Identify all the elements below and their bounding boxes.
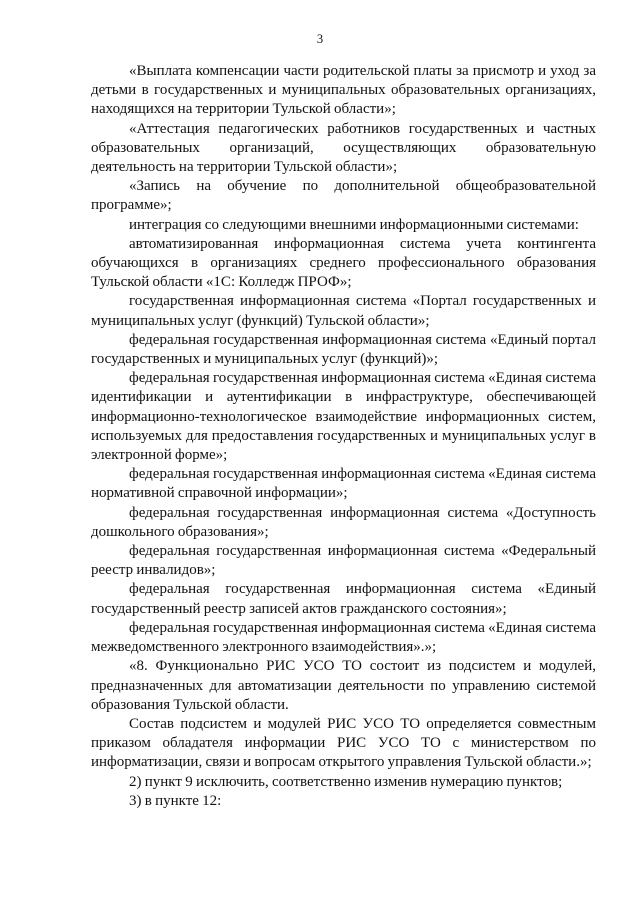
document-body [91, 62, 596, 811]
paragraph-system-regional-portal: государственная информационная система «Портал государственных и муниципальных услуг (функций) Тульской области»; [91, 293, 596, 329]
page-number: 3 [316, 32, 324, 46]
paragraph-system-identification: федеральная государственная информационная система «Единая система идентификации и аутентификации в инфраструктуре, обеспечивающей информационно-технологическое взаимодействие информационных систем, используемых для предоставления государственных и муниципальных услуг в электронной форме»; [91, 370, 596, 464]
paragraph-item-3: 3) в пункте 12: [129, 792, 222, 809]
paragraph-service-attestation: «Аттестация педагогических работников государственных и частных образовательных организаций, осуществляющих образовательную деятельность на территории Тульской области»; [91, 120, 596, 176]
paragraph-system-disabled-registry: федеральная государственная информационная система «Федеральный реестр инвалидов»; [91, 543, 596, 579]
paragraph-system-college-prof: автоматизированная информационная система учета контингента обучающихся в организациях среднего профессионального образования Тульской области «1С: Колледж ПРОФ»; [91, 235, 596, 291]
paragraph-item-2: 2) пункт 9 исключить, соответственно изменив нумерацию пунктов; [129, 773, 563, 790]
paragraph-system-reference-info: федеральная государственная информационная система «Единая система нормативной справочной информации»; [91, 466, 596, 502]
paragraph-composition: Состав подсистем и модулей РИС УСО ТО определяется совместным приказом обладателя информации РИС УСО ТО с министерством по информатизации, связи и вопросам открытого управления Тульской области.»; [91, 715, 596, 771]
paragraph-service-enrollment: «Запись на обучение по дополнительной общеобразовательной программе»; [91, 178, 596, 214]
paragraph-integration-intro: интеграция со следующими внешними информационными системами: [129, 216, 579, 233]
paragraph-system-interagency: федеральная государственная информационная система «Единая система межведомственного электронного взаимодействия».»; [91, 619, 596, 656]
paragraph-system-unified-portal: федеральная государственная информационная система «Единый портал государственных и муниципальных услуг (функций)»; [91, 331, 596, 368]
paragraph-system-preschool: федеральная государственная информационная система «Доступность дошкольного образования»; [91, 504, 596, 540]
paragraph-clause-8: «8. Функционально РИС УСО ТО состоит из подсистем и модулей, предназначенных для автоматизации деятельности по управлению системой образования Тульской области. [91, 658, 596, 713]
paragraph-service-compensation: «Выплата компенсации части родительской платы за присмотр и уход за детьми в государственных и муниципальных образовательных организациях, находящихся на территории Тульской области»; [91, 63, 596, 118]
paragraph-system-civil-registry: федеральная государственная информационная система «Единый государственный реестр записей актов гражданского состояния»; [91, 581, 596, 617]
